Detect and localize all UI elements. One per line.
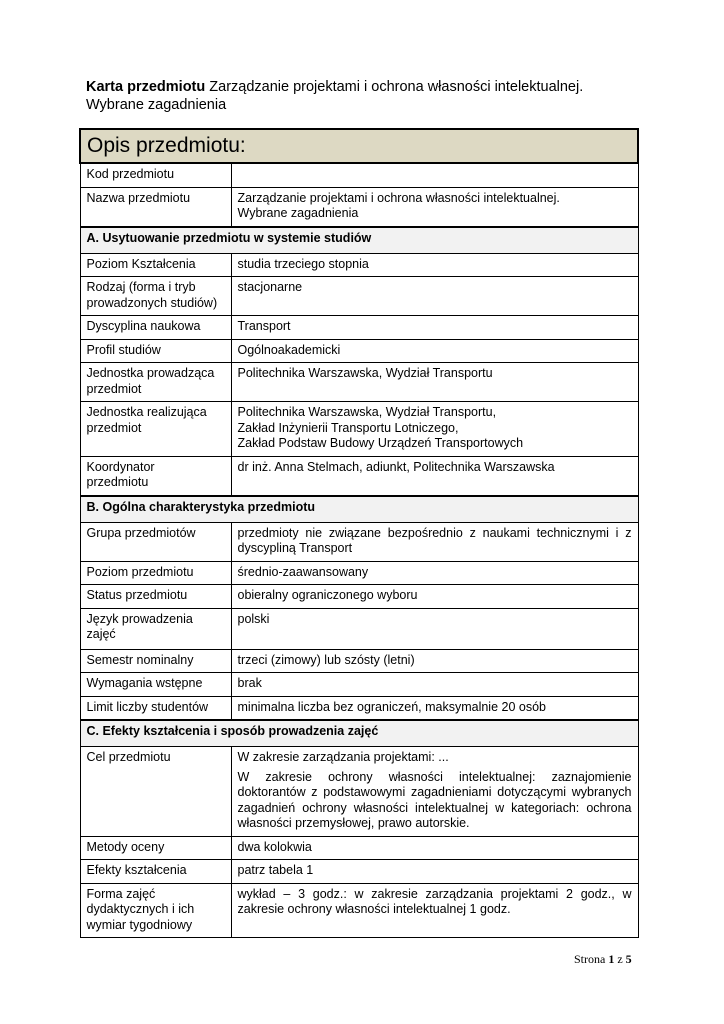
table-row [80, 316, 638, 340]
table-row [80, 402, 638, 457]
row-label: Grupa przedmiotów [80, 522, 231, 561]
table-row [80, 187, 638, 227]
section-header-row [80, 496, 638, 523]
row-value: dr inż. Anna Stelmach, adiunkt, Politechnika Warszawska [231, 456, 638, 496]
table-row [80, 363, 638, 402]
row-label [80, 402, 231, 457]
row-label: Wymagania wstępne [80, 673, 231, 697]
row-value: polski [231, 608, 638, 649]
row-label: Nazwa przedmiotu [80, 187, 231, 227]
table-row [80, 608, 638, 649]
table-row [80, 561, 638, 585]
row-label: Kod przedmiotu [80, 163, 231, 187]
row-label: Poziom Kształcenia [80, 253, 231, 277]
row-value: stacjonarne [231, 277, 638, 316]
row-value: studia trzeciego stopnia [231, 253, 638, 277]
table-row [80, 522, 638, 561]
row-label [80, 608, 231, 649]
row-label [80, 456, 231, 496]
footer-page: 1 [608, 952, 615, 966]
row-value: średnio-zaawansowany [231, 561, 638, 585]
label-line: Koordynator [86, 459, 155, 474]
page-footer [574, 952, 632, 967]
footer-sep: z [617, 952, 623, 966]
row-label: Semestr nominalny [80, 649, 231, 673]
value-paragraph: W zakresie zarządzania projektami: ... [237, 750, 449, 764]
section-b-title: B. Ogólna charakterystyka przedmiotu [80, 496, 638, 523]
row-label [80, 363, 231, 402]
row-label: Dyscyplina naukowa [80, 316, 231, 340]
label-line: wymiar tygodniowy [86, 917, 193, 932]
row-value: wykład – 3 godz.: w zakresie zarządzania projektami 2 godz., w zakresie ochrony własności intelektualnej 1 godz. [231, 883, 638, 938]
table-row [80, 253, 638, 277]
row-value: dwa kolokwia [231, 836, 638, 860]
label-line: Jednostka prowadząca [86, 366, 215, 380]
value-line: Zarządzanie projektami i ochrona własności intelektualnej. [237, 190, 560, 205]
table-row [80, 456, 638, 496]
table-row [80, 339, 638, 363]
row-label: Efekty kształcenia [80, 860, 231, 884]
row-label: Status przedmiotu [80, 585, 231, 609]
row-label: Limit liczby studentów [80, 696, 231, 720]
table-header: Opis przedmiotu: [80, 129, 638, 163]
table-row [80, 673, 638, 697]
row-value: patrz tabela 1 [231, 860, 638, 884]
row-value: Transport [231, 316, 638, 340]
row-value: Ogólnoakademicki [231, 339, 638, 363]
footer-total: 5 [625, 952, 632, 966]
label-line: Jednostka realizująca [86, 405, 207, 419]
title-rest: Zarządzanie projektami i ochrona własności intelektualnej. [205, 79, 584, 95]
row-value: brak [231, 673, 638, 697]
row-label: Metody oceny [80, 836, 231, 860]
label-line: prowadzonych studiów) [86, 295, 218, 310]
section-c-title: C. Efekty kształcenia i sposób prowadzenia zajęć [80, 720, 638, 747]
row-value: Politechnika Warszawska, Wydział Transportu [231, 363, 638, 402]
table-row [80, 836, 638, 860]
row-label [80, 883, 231, 938]
table-row [80, 163, 638, 187]
row-value: minimalna liczba bez ograniczeń, maksymalnie 20 osób [231, 696, 638, 720]
row-label [80, 277, 231, 316]
section-header-row [80, 720, 638, 747]
value-line: Politechnika Warszawska, Wydział Transportu, [237, 405, 497, 419]
table-row [80, 860, 638, 884]
value-line: Zakład Inżynierii Transportu Lotniczego, [237, 420, 459, 435]
title-bold: Karta przedmiotu [86, 79, 206, 95]
label-line: przedmiot [86, 381, 142, 396]
table-header-row [80, 129, 638, 163]
label-line: dydaktycznych i ich [86, 902, 195, 916]
label-line: przedmiotu [86, 475, 149, 489]
label-line: przedmiot [86, 420, 142, 435]
row-value: trzeci (zimowy) lub szósty (letni) [231, 649, 638, 673]
value-line: Wybrane zagadnienia [237, 206, 359, 220]
table-row [80, 883, 638, 938]
document-title [86, 78, 646, 114]
label-line: Język prowadzenia [86, 611, 193, 626]
section-a-title: A. Usytuowanie przedmiotu w systemie studiów [80, 227, 638, 254]
row-label: Cel przedmiotu [80, 747, 231, 837]
row-value [231, 187, 638, 227]
table-row [80, 649, 638, 673]
row-value [231, 402, 638, 457]
course-card-table [79, 128, 639, 938]
table-row [80, 585, 638, 609]
value-paragraph: W zakresie ochrony własności intelektualnej: zaznajomienie doktorantów z podstawowymi zagadnieniami dotyczącymi wybranych zagadnień ochrony własności intelektualnej w kategoriach: ochrona własności przemysłowej, prawo autorskie. [237, 769, 632, 830]
title-line2: Wybrane zagadnienia [86, 97, 227, 113]
row-value: obieralny ograniczonego wyboru [231, 585, 638, 609]
label-line: Rodzaj (forma i tryb [86, 280, 196, 294]
table-row [80, 747, 638, 837]
section-header-row [80, 227, 638, 254]
row-label: Profil studiów [80, 339, 231, 363]
table-row [80, 277, 638, 316]
row-label: Poziom przedmiotu [80, 561, 231, 585]
row-value [231, 747, 638, 837]
footer-prefix: Strona [574, 952, 606, 966]
row-value [231, 163, 638, 187]
label-line: zajęć [86, 627, 116, 641]
label-line: Forma zajęć [86, 886, 156, 901]
row-value: przedmioty nie związane bezpośrednio z naukami technicznymi i z dyscypliną Transport [231, 522, 638, 561]
value-line: Zakład Podstaw Budowy Urządzeń Transportowych [237, 436, 524, 450]
table-row [80, 696, 638, 720]
